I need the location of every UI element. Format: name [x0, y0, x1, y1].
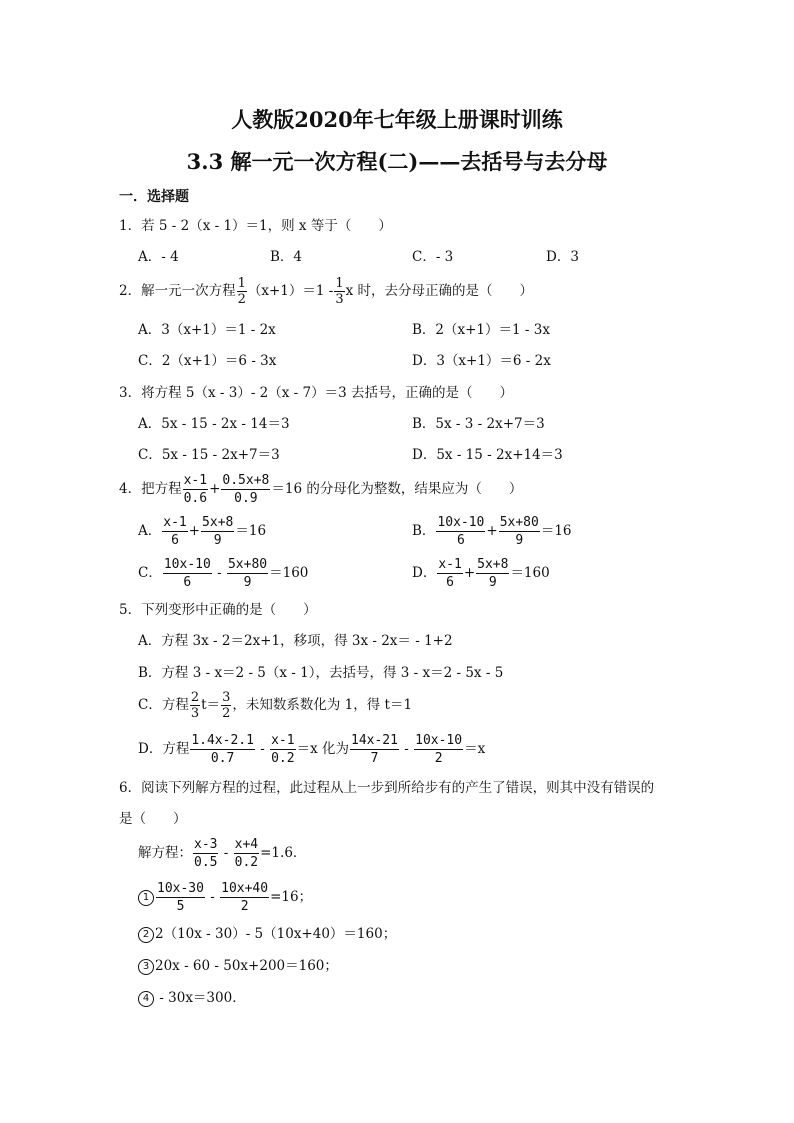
question-4-option-a: A． $\frac{x-1}{6}$ + $\frac{5x+8}{9}$ ＝16	[138, 515, 267, 548]
question-6-stem-line-2: 是（ ）	[119, 811, 187, 827]
question-6-step-2: 2 2（10x - 30）- 5（10x+40）＝160；	[138, 924, 396, 944]
q4-fraction-1: $\frac{x-1}{0.6}$	[183, 473, 208, 506]
question-5-stem: 5．下列变形中正确的是（ ）	[119, 602, 317, 618]
question-6-step-3: 3 20x - 60 - 50x+200＝160；	[138, 956, 338, 976]
question-4-option-d: D． $\frac{x-1}{6}$ + $\frac{5x+8}{9}$ ＝160	[412, 557, 550, 590]
step-marker-1: 1	[138, 890, 154, 906]
question-4-option-b: B． $\frac{10x-10}{6}$ + $\frac{5x+80}{9}$ ＝16	[412, 515, 572, 548]
question-5-option-c: C．方程 $\frac{2}{3}$ t＝ $\frac{3}{2}$ ，未知数系数化为 1，得 t＝1	[138, 690, 413, 721]
q4-pre: 4．把方程	[119, 481, 182, 497]
question-1-stem: 1．若 5 - 2（x - 1）＝1，则 x 等于（ ）	[119, 218, 392, 234]
question-6-step-4: 4 - 30x＝300．	[138, 988, 246, 1008]
q2-mid: （x+1）＝1 -	[247, 283, 334, 299]
question-5-option-b: B．方程 3 - x＝2 - 5（x - 1），去括号，得 3 - x＝2 - 5x - 5	[138, 665, 504, 681]
question-2-option-c: C．2（x+1）＝6 - 3x	[138, 353, 277, 369]
question-1-option-d: D．3	[546, 249, 579, 265]
step-marker-3: 3	[138, 959, 154, 975]
question-3-stem: 3．将方程 5（x - 3）- 2（x - 7）＝3 去括号，正确的是（ ）	[119, 385, 513, 401]
question-3-option-d: D．5x - 15 - 2x+14＝3	[412, 447, 563, 463]
step-marker-2: 2	[138, 927, 154, 943]
question-2-option-b: B．2（x+1）＝1 - 3x	[412, 322, 550, 338]
q4-plus: +	[209, 481, 221, 497]
question-5-option-d: D．方程 $\frac{1.4x-2.1}{0.7}$ - $\frac{x-1}{0.2}$ ＝x 化为 $\frac{14x-21}{7}$ - $\frac{10x-10}{2}$ ＝x	[138, 733, 486, 766]
question-3-option-a: A．5x - 15 - 2x - 14＝3	[138, 416, 290, 432]
question-6-step-1: 1 $\frac{10x-30}{5}$ - $\frac{10x+40}{2}$ =16；	[138, 880, 312, 915]
question-6-equation: 解方程： $\frac{x-3}{0.5}$ - $\frac{x+4}{0.2}$ =1.6．	[138, 837, 307, 870]
question-3-option-b: B．5x - 3 - 2x+7＝3	[412, 416, 545, 432]
question-4-stem	[119, 472, 522, 507]
question-3-option-c: C．5x - 15 - 2x+7＝3	[138, 447, 280, 463]
q4-post: ＝16 的分母化为整数，结果应为（ ）	[271, 481, 523, 497]
q2-fraction-1: $\frac{1}{2}$	[237, 276, 246, 307]
question-2-option-d: D．3（x+1）＝6 - 2x	[412, 353, 551, 369]
question-6-stem-line-1: 6．阅读下列解方程的过程，此过程从上一步到所给步有的产生了错误，则其中没有错误的	[119, 780, 655, 796]
question-2-option-a: A．3（x+1）＝1 - 2x	[138, 322, 276, 338]
section-heading: 一．选择题	[119, 189, 189, 205]
question-2-stem	[119, 276, 533, 307]
question-5-option-a: A．方程 3x - 2＝2x+1，移项，得 3x - 2x＝ - 1+2	[138, 633, 453, 649]
question-1-option-c: C．- 3	[412, 249, 454, 265]
q2-fraction-2: $\frac{1}{3}$	[335, 276, 344, 307]
q2-pre: 2．解一元一次方程	[119, 283, 236, 299]
q4-fraction-2: $\frac{0.5x+8}{0.9}$	[222, 473, 270, 506]
question-4-option-c: C． $\frac{10x-10}{6}$ - $\frac{5x+80}{9}$ ＝160	[138, 557, 309, 590]
step-marker-4: 4	[138, 991, 154, 1007]
page-subtitle: 3.3 解一元一次方程(二)——去括号与去分母	[186, 149, 608, 174]
question-1-option-a: A．- 4	[138, 249, 179, 265]
q2-post: x 时，去分母正确的是（ ）	[345, 283, 534, 299]
question-1-option-b: B．4	[270, 249, 303, 265]
page-title: 人教版2020年七年级上册课时训练	[231, 107, 563, 132]
